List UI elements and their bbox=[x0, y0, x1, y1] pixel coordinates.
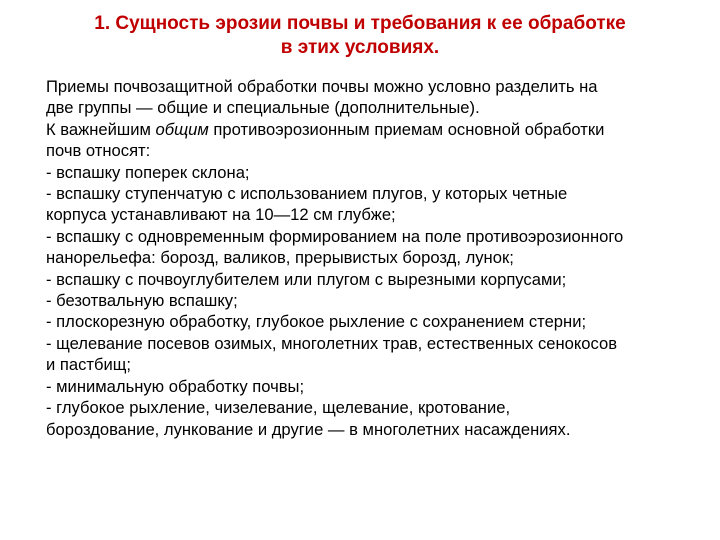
list-item-continuation: и пастбищ; bbox=[46, 355, 132, 375]
list-item-continuation: нанорельефа: борозд, валиков, прерывистых борозд, лунок; bbox=[46, 248, 514, 268]
list-item: - плоскорезную обработку, глубокое рыхление с сохранением стерни; bbox=[46, 312, 587, 332]
body-line bbox=[46, 119, 696, 140]
list-item: - вспашку с почвоуглубителем или плугом с вырезными корпусами; bbox=[46, 269, 567, 289]
list-item-continuation: бороздование, лункование и другие — в многолетних насаждениях. bbox=[46, 419, 571, 439]
list-item-continuation: корпуса устанавливают на 10—12 см глубже; bbox=[46, 205, 396, 225]
list-item: - вспашку ступенчатую с использованием плугов, у которых четные bbox=[46, 184, 568, 204]
slide-body bbox=[46, 76, 696, 440]
list-item: - безотвальную вспашку; bbox=[46, 291, 238, 311]
body-line: две группы — общие и специальные (дополнительные). bbox=[46, 98, 480, 118]
list-item: - глубокое рыхление, чизелевание, щелевание, кротование, bbox=[46, 398, 511, 418]
list-item: - минимальную обработку почвы; bbox=[46, 376, 305, 396]
slide-title-line-1: 1. Сущность эрозии почвы и требования к ее обработке bbox=[94, 13, 626, 34]
body-line-part: противоэрозионным приемам основной обработки bbox=[208, 119, 605, 139]
slide-title bbox=[40, 12, 680, 60]
body-line: Приемы почвозащитной обработки почвы можно условно разделить на bbox=[46, 77, 598, 96]
list-item: - вспашку с одновременным формированием на поле противоэрозионного bbox=[46, 226, 624, 246]
body-line-part: К важнейшим bbox=[46, 119, 156, 139]
slide-title-line-2: в этих условиях. bbox=[280, 37, 440, 58]
emphasized-word: общим bbox=[155, 119, 209, 139]
list-item: - щелевание посевов озимых, многолетних трав, естественных сенокосов bbox=[46, 333, 618, 353]
list-item: - вспашку поперек склона; bbox=[46, 162, 250, 182]
body-line: почв относят: bbox=[46, 141, 151, 161]
